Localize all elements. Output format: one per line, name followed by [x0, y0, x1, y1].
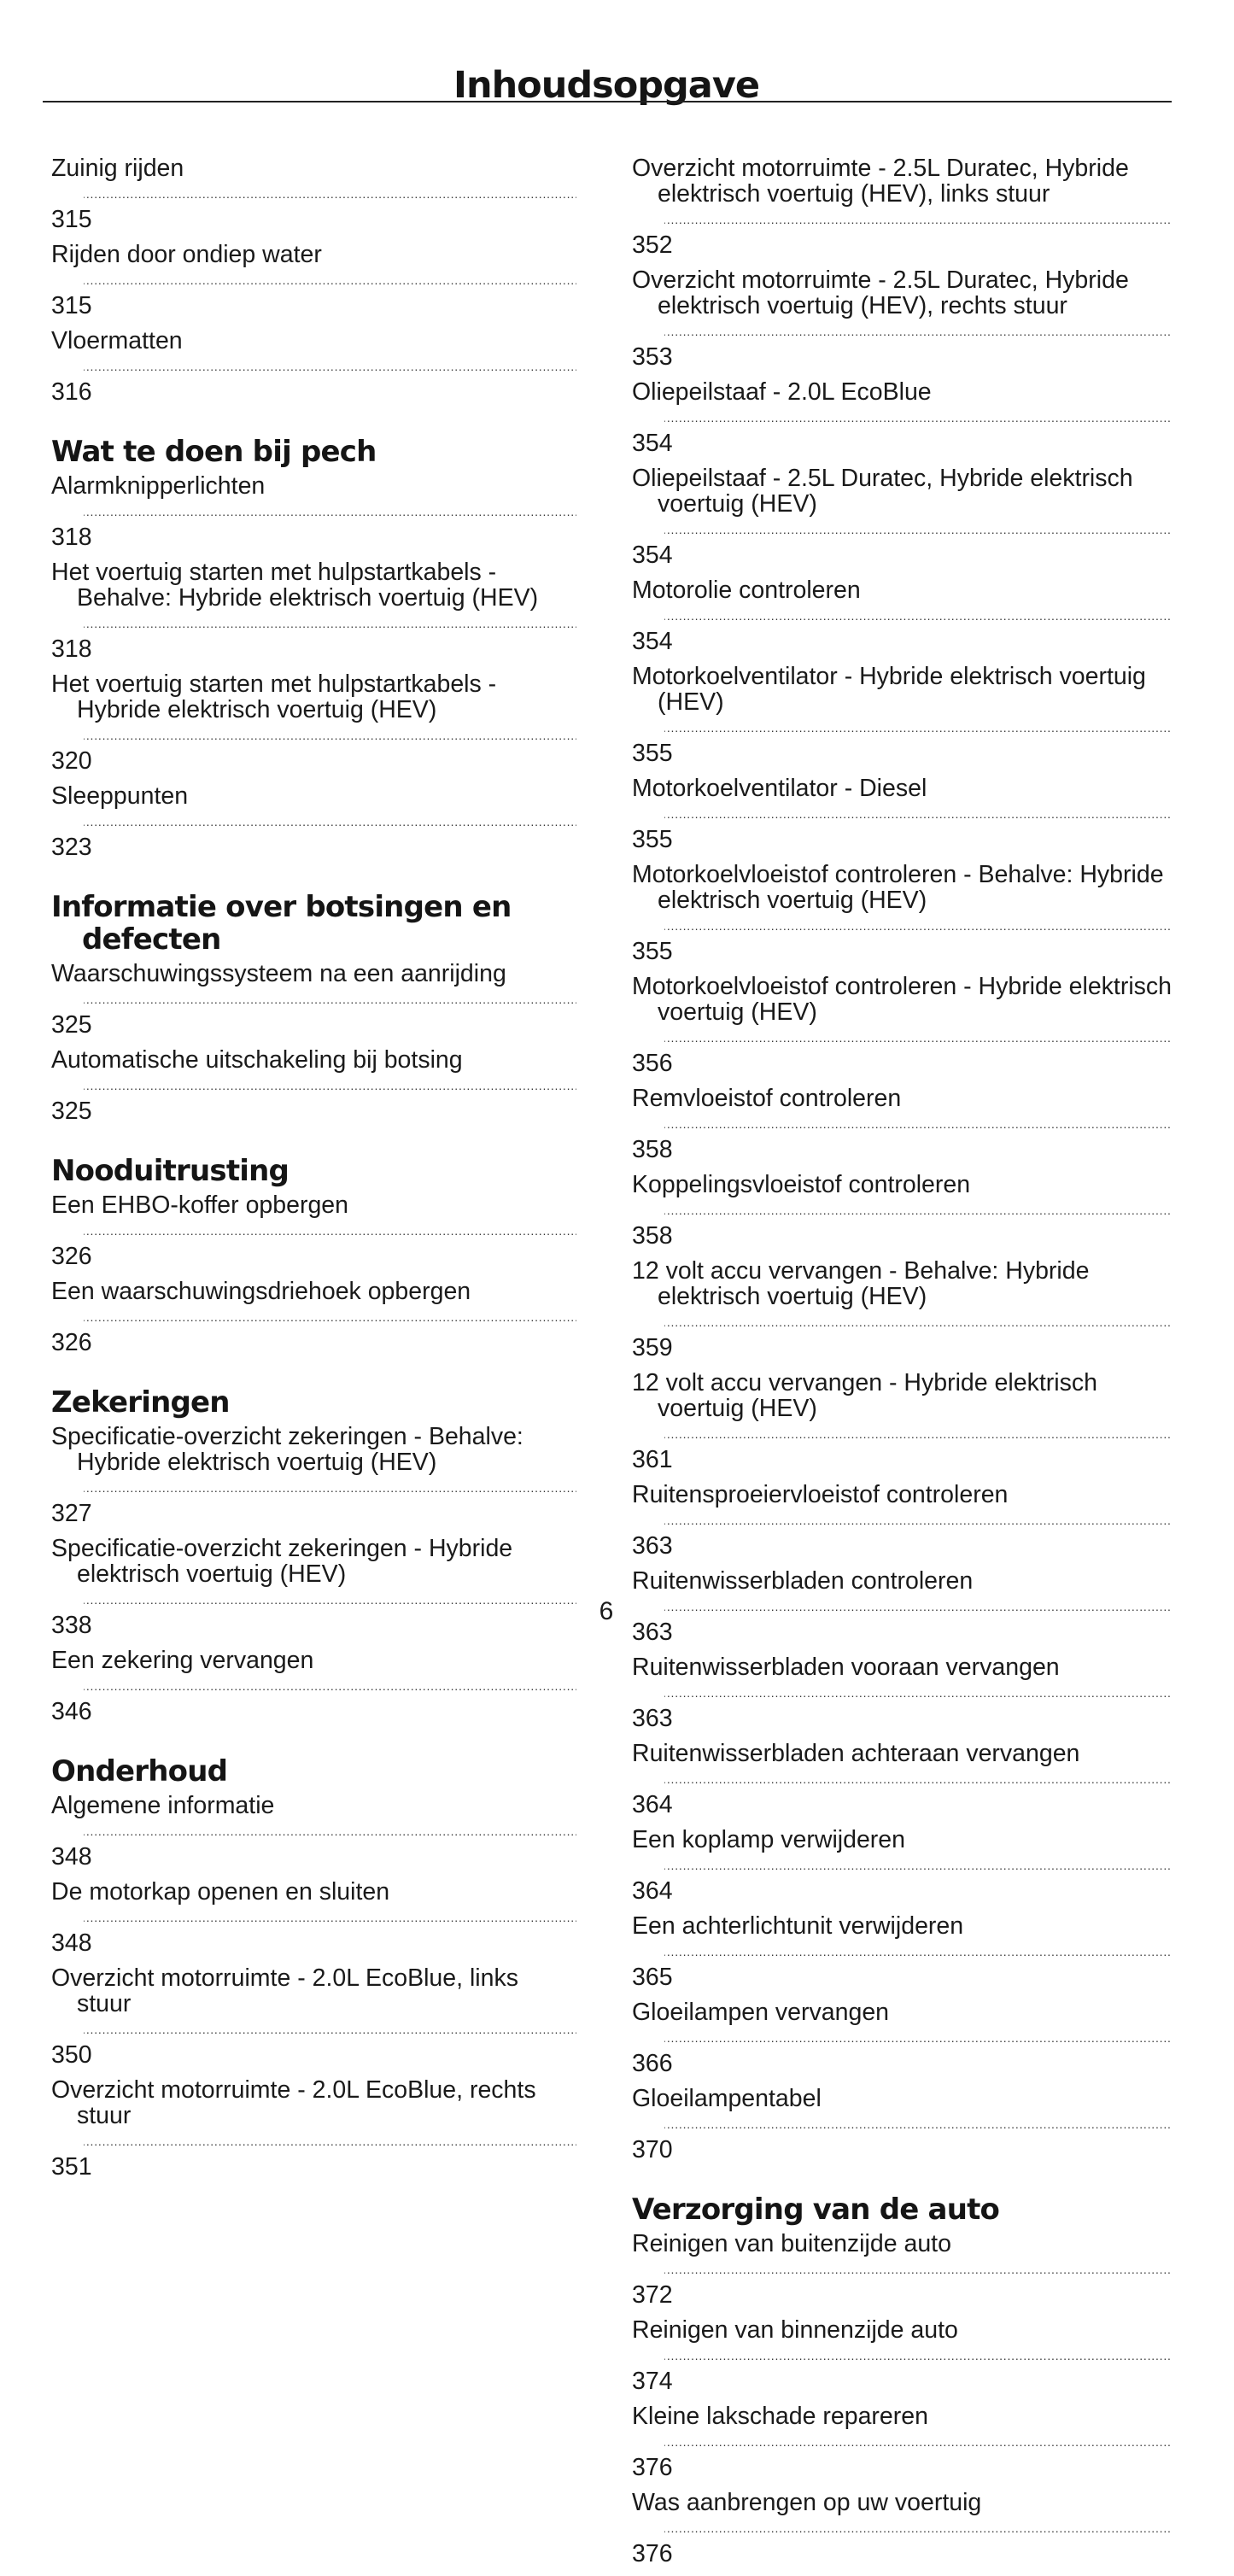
- toc-entry[interactable]: [51, 1648, 578, 1724]
- toc-entry-title: Motorkoelvloeistof controleren - Hybride elektrisch voertuig (HEV): [632, 973, 1173, 1026]
- toc-entry-page: 338: [51, 1612, 92, 1639]
- title-divider: [43, 101, 1172, 102]
- toc-entry-page: 376: [632, 2540, 673, 2567]
- dot-leader: [664, 1680, 1170, 1706]
- toc-entry-title: Motorolie controleren: [632, 577, 861, 604]
- toc-entry-page: 354: [632, 628, 673, 655]
- toc-entry-page: 350: [51, 2041, 92, 2069]
- toc-entry[interactable]: [51, 1424, 578, 1526]
- toc-entry-title: Motorkoelventilator - Diesel: [632, 775, 927, 802]
- toc-section: [51, 891, 578, 1124]
- dot-leader: [664, 801, 1170, 827]
- toc-entry[interactable]: [632, 465, 1172, 568]
- toc-entry[interactable]: [51, 671, 578, 774]
- toc-entry[interactable]: [51, 1965, 578, 2068]
- toc-section: [51, 155, 578, 405]
- toc-entry-page: 358: [632, 1136, 673, 1163]
- toc-entry-page: 363: [632, 1532, 673, 1560]
- toc-entry-title: Een koplamp verwijderen: [632, 1826, 905, 1853]
- toc-section: [632, 155, 1172, 2163]
- dot-leader: [664, 1939, 1170, 1964]
- toc-entry-title: Reinigen van binnenzijde auto: [632, 2316, 958, 2344]
- toc-entry-title: Algemene informatie: [51, 1792, 275, 1819]
- toc-entry[interactable]: [632, 267, 1172, 370]
- toc-entry-page: 325: [51, 1098, 92, 1125]
- toc-entry-page: 355: [632, 826, 673, 853]
- toc-entry-page: 326: [51, 1243, 92, 1270]
- dot-leader: [84, 181, 576, 207]
- dot-leader: [664, 1309, 1170, 1335]
- toc-entry-title: Ruitensproeiervloeistof controleren: [632, 1481, 1009, 1508]
- section-heading: Zekeringen: [51, 1385, 230, 1420]
- toc-entry-page: 348: [51, 1929, 92, 1957]
- toc-entry[interactable]: [632, 776, 1172, 852]
- toc-section: [632, 2193, 1172, 2567]
- dot-leader: [84, 611, 576, 636]
- toc-entry-title: Oliepeilstaaf - 2.5L Duratec, Hybride elektrisch voertuig (HEV): [632, 465, 1133, 518]
- toc-entry[interactable]: [632, 664, 1172, 766]
- toc-entry-title: Vloermatten: [51, 327, 183, 354]
- toc-entry-page: 318: [51, 635, 92, 663]
- dot-leader: [664, 1853, 1170, 1878]
- toc-entry-title: Het voertuig starten met hulpstartkabels - Behalve: Hybride elektrisch voertuig (HEV): [51, 559, 539, 612]
- toc-entry-title: Overzicht motorruimte - 2.5L Duratec, Hybride elektrisch voertuig (HEV), rechts stuur: [632, 266, 1129, 319]
- toc-entry-page: 352: [632, 231, 673, 259]
- dot-leader: [664, 1508, 1170, 1533]
- toc-entry-title: 12 volt accu vervangen - Hybride elektrisch voertuig (HEV): [632, 1369, 1097, 1422]
- toc-entry-title: Gloeilampen vervangen: [632, 1999, 890, 2026]
- dot-leader: [664, 2111, 1170, 2137]
- dot-leader: [84, 1475, 576, 1501]
- toc-entry-page: 315: [51, 206, 92, 233]
- toc-entry-page: 363: [632, 1705, 673, 1732]
- toc-entry[interactable]: [51, 783, 578, 860]
- toc-entry-page: 361: [632, 1446, 673, 1473]
- toc-entry[interactable]: [632, 379, 1172, 456]
- toc-entry[interactable]: [51, 155, 578, 232]
- toc-entry[interactable]: [51, 1047, 578, 1124]
- dot-leader: [664, 405, 1170, 430]
- toc-entry[interactable]: [632, 862, 1172, 964]
- toc-entry-page: 372: [632, 2281, 673, 2309]
- toc-entry[interactable]: [51, 1279, 578, 1355]
- toc-entry-title: Sleeppunten: [51, 782, 189, 810]
- toc-entry-title: Automatische uitschakeling bij botsing: [51, 1046, 463, 1074]
- dot-leader: [664, 2343, 1170, 2368]
- toc-entry-title: Was aanbrengen op uw voertuig: [632, 2489, 982, 2516]
- toc-entry-page: 320: [51, 747, 92, 775]
- dot-leader: [664, 319, 1170, 344]
- toc-entry[interactable]: [51, 2077, 578, 2180]
- section-heading: Onderhoud: [51, 1754, 228, 1789]
- toc-entry-title: Een EHBO-koffer opbergen: [51, 1191, 349, 1219]
- toc-entry[interactable]: [632, 1370, 1172, 1472]
- dot-leader: [84, 1818, 576, 1844]
- toc-entry[interactable]: [51, 1793, 578, 1870]
- toc-entry-title: Een zekering vervangen: [51, 1647, 314, 1674]
- toc-entry[interactable]: [632, 1086, 1172, 1162]
- toc-entry-title: Koppelingsvloeistof controleren: [632, 1171, 971, 1198]
- dot-leader: [84, 2017, 576, 2042]
- dot-leader: [664, 1197, 1170, 1223]
- toc-entry-page: 348: [51, 1843, 92, 1871]
- toc-entry-title: Rijden door ondiep water: [51, 241, 322, 268]
- dot-leader: [84, 267, 576, 293]
- toc-entry-page: 364: [632, 1791, 673, 1818]
- toc-section: [51, 1155, 578, 1355]
- toc-entry[interactable]: [632, 2403, 1172, 2480]
- toc-entry-page: 326: [51, 1329, 92, 1356]
- dot-leader: [664, 2025, 1170, 2051]
- section-heading: Nooduitrusting: [51, 1154, 289, 1188]
- toc-entry-page: 355: [632, 740, 673, 767]
- toc-entry-title: Kleine lakschade repareren: [632, 2403, 928, 2430]
- toc-entry-page: 351: [51, 2153, 92, 2181]
- dot-leader: [84, 1673, 576, 1699]
- toc-entry-page: 370: [632, 2136, 673, 2163]
- toc-entry[interactable]: [632, 2231, 1172, 2308]
- toc-entry-page: 354: [632, 430, 673, 457]
- toc-entry[interactable]: [51, 328, 578, 405]
- toc-entry[interactable]: [51, 1879, 578, 1956]
- toc-entry-title: De motorkap openen en sluiten: [51, 1878, 390, 1906]
- toc-entry-page: 366: [632, 2050, 673, 2077]
- toc-entry[interactable]: [632, 1913, 1172, 1990]
- dot-leader: [664, 2257, 1170, 2282]
- dot-leader: [664, 517, 1170, 542]
- toc-entry-title: Overzicht motorruimte - 2.0L EcoBlue, rechts stuur: [51, 2076, 536, 2129]
- toc-entry[interactable]: [632, 1999, 1172, 2076]
- toc-section: [51, 1386, 578, 1724]
- toc-entry-page: 376: [632, 2454, 673, 2481]
- toc-entry-title: Ruitenwisserbladen achteraan vervangen: [632, 1740, 1080, 1767]
- toc-entry-title: Specificatie-overzicht zekeringen - Behalve: Hybride elektrisch voertuig (HEV): [51, 1423, 523, 1476]
- toc-entry-title: Oliepeilstaaf - 2.0L EcoBlue: [632, 378, 932, 406]
- toc-entry[interactable]: [632, 1741, 1172, 1818]
- toc-entry[interactable]: [51, 961, 578, 1038]
- toc-entry-page: 364: [632, 1877, 673, 1905]
- toc-entry-page: 353: [632, 343, 673, 371]
- toc-entry[interactable]: [632, 1827, 1172, 1904]
- toc-entry-title: Het voertuig starten met hulpstartkabels - Hybride elektrisch voertuig (HEV): [51, 670, 497, 723]
- toc-entry-page: 374: [632, 2368, 673, 2395]
- toc-entry[interactable]: [632, 2086, 1172, 2163]
- dot-leader: [664, 2515, 1170, 2541]
- dot-leader: [84, 354, 576, 379]
- dot-leader: [84, 986, 576, 1012]
- toc-entry[interactable]: [632, 2317, 1172, 2394]
- toc-entry-page: 359: [632, 1334, 673, 1361]
- toc-entry[interactable]: [632, 2490, 1172, 2567]
- dot-leader: [84, 1218, 576, 1244]
- toc-section: [51, 436, 578, 860]
- dot-leader: [664, 1421, 1170, 1447]
- toc-entry[interactable]: [632, 155, 1172, 258]
- toc-entry-title: Overzicht motorruimte - 2.5L Duratec, Hybride elektrisch voertuig (HEV), links stuur: [632, 155, 1129, 208]
- dot-leader: [84, 809, 576, 834]
- toc-entry-page: 323: [51, 834, 92, 861]
- dot-leader: [84, 1905, 576, 1930]
- toc-section: [51, 1755, 578, 2180]
- toc-entry[interactable]: [632, 1654, 1172, 1731]
- dot-leader: [664, 603, 1170, 629]
- toc-entry[interactable]: [632, 1172, 1172, 1249]
- dot-leader: [664, 2429, 1170, 2455]
- section-heading: Wat te doen bij pech: [51, 435, 377, 469]
- toc-entry-title: Zuinig rijden: [51, 155, 184, 182]
- toc-entry[interactable]: [51, 242, 578, 319]
- toc-entry[interactable]: [632, 974, 1172, 1076]
- toc-entry-page: 325: [51, 1011, 92, 1039]
- page-title: Inhoudsopgave: [453, 63, 760, 107]
- dot-leader: [84, 2128, 576, 2154]
- dot-leader: [664, 1025, 1170, 1051]
- toc-entry-page: 358: [632, 1222, 673, 1250]
- toc-entry-title: 12 volt accu vervangen - Behalve: Hybride elektrisch voertuig (HEV): [632, 1257, 1090, 1310]
- toc-entry-page: 318: [51, 524, 92, 551]
- toc-entry-page: 346: [51, 1698, 92, 1725]
- toc-entry-page: 327: [51, 1500, 92, 1527]
- toc-entry-title: Alarmknipperlichten: [51, 472, 266, 500]
- dot-leader: [664, 1766, 1170, 1792]
- toc-entry-page: 354: [632, 542, 673, 569]
- page-number: 6: [599, 1597, 614, 1625]
- dot-leader: [84, 723, 576, 748]
- toc-right-column: [632, 155, 1172, 2576]
- dot-leader: [84, 1304, 576, 1330]
- toc-entry[interactable]: [51, 1192, 578, 1269]
- dot-leader: [664, 715, 1170, 741]
- toc-entry[interactable]: [632, 577, 1172, 654]
- toc-entry-title: Waarschuwingssysteem na een aanrijding: [51, 960, 506, 987]
- dot-leader: [664, 1111, 1170, 1137]
- section-heading: Verzorging van de auto: [632, 2193, 1000, 2227]
- section-heading: Informatie over botsingen en defecten: [51, 890, 512, 957]
- toc-entry-title: Een achterlichtunit verwijderen: [632, 1912, 964, 1940]
- toc-entry-page: 355: [632, 938, 673, 965]
- toc-entry-page: 315: [51, 292, 92, 319]
- toc-entry-title: Remvloeistof controleren: [632, 1085, 902, 1112]
- toc-entry-page: 356: [632, 1050, 673, 1077]
- toc-entry-page: 316: [51, 378, 92, 406]
- toc-entry-title: Een waarschuwingsdriehoek opbergen: [51, 1278, 471, 1305]
- toc-entry-title: Motorkoelvloeistof controleren - Behalve: Hybride elektrisch voertuig (HEV): [632, 861, 1164, 914]
- dot-leader: [664, 913, 1170, 939]
- toc-entry-title: Motorkoelventilator - Hybride elektrisch voertuig (HEV): [632, 663, 1146, 716]
- dot-leader: [84, 1073, 576, 1098]
- toc-entry-title: Gloeilampentabel: [632, 2085, 822, 2112]
- toc-entry-title: Ruitenwisserbladen vooraan vervangen: [632, 1654, 1060, 1681]
- toc-entry[interactable]: [632, 1258, 1172, 1361]
- dot-leader: [664, 207, 1170, 232]
- toc-entry-title: Reinigen van buitenzijde auto: [632, 2230, 951, 2257]
- toc-entry[interactable]: [51, 559, 578, 662]
- toc-entry-title: Overzicht motorruimte - 2.0L EcoBlue, links stuur: [51, 1964, 518, 2017]
- toc-entry[interactable]: [51, 473, 578, 550]
- toc-entry-page: 363: [632, 1619, 673, 1646]
- toc-entry-title: Ruitenwisserbladen controleren: [632, 1567, 974, 1595]
- toc-entry-title: Specificatie-overzicht zekeringen - Hybride elektrisch voertuig (HEV): [51, 1535, 513, 1588]
- toc-entry-page: 365: [632, 1964, 673, 1991]
- toc-left-column: [51, 155, 578, 2189]
- dot-leader: [84, 499, 576, 524]
- toc-entry[interactable]: [632, 1482, 1172, 1559]
